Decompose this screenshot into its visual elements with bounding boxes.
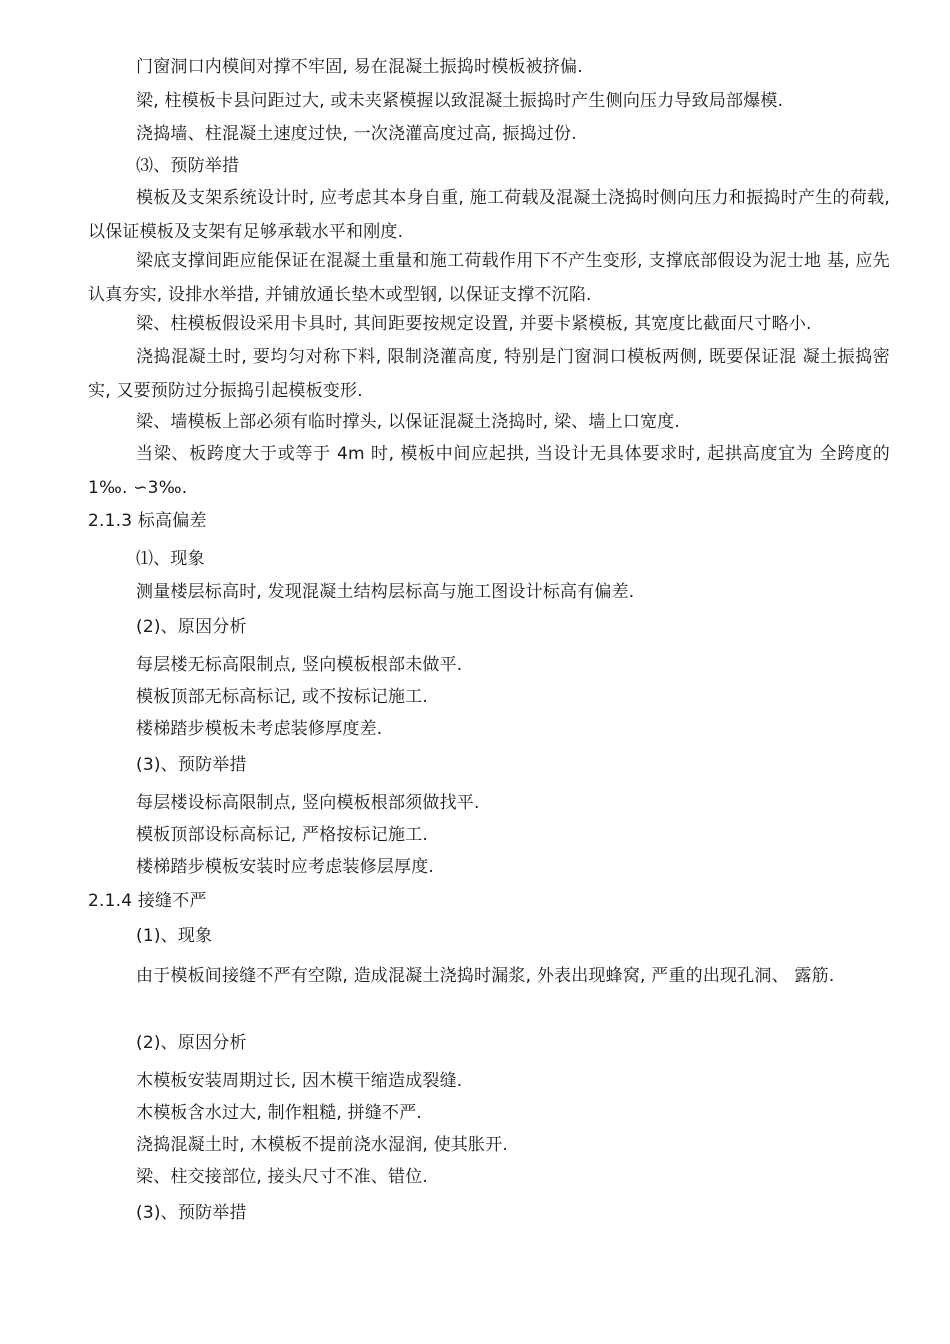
paragraph: 木模板安装周期过长, 因木模干缩造成裂缝. bbox=[136, 1071, 463, 1091]
paragraph: 模板顶部设标高标记, 严格按标记施工. bbox=[136, 825, 429, 845]
section-heading: 2.1.4 接缝不严 bbox=[88, 891, 207, 911]
subsection-heading: ⑴、现象 bbox=[136, 549, 205, 569]
paragraph: 楼梯踏步模板安装时应考虑装修层厚度. bbox=[136, 857, 435, 877]
subsection-heading: (2)、原因分析 bbox=[136, 617, 247, 637]
subsection-heading: (1)、现象 bbox=[136, 926, 213, 946]
subsection-heading: ⑶、预防举措 bbox=[136, 156, 240, 176]
paragraph: 模板顶部无标高标记, 或不按标记施工. bbox=[136, 687, 429, 707]
paragraph: 梁底支撑间距应能保证在混凝土重量和施工荷载作用下不产生变形, 支撑底部假设为泥士地 基, 应先认真夯实, 设排水举措, 并铺放通长垫木或型钢, 以保证支撑不沉陷. bbox=[88, 251, 890, 305]
section-heading: 2.1.3 标高偏差 bbox=[88, 511, 207, 531]
paragraph: 每层楼无标高限制点, 竖向模板根部未做平. bbox=[136, 655, 463, 675]
paragraph: 楼梯踏步模板未考虑装修厚度差. bbox=[136, 719, 383, 739]
paragraph: 测量楼层标高时, 发现混凝土结构层标高与施工图设计标高有偏差. bbox=[136, 582, 635, 602]
paragraph: 梁、墙模板上部必须有临时撑头, 以保证混凝土浇捣时, 梁、墙上口宽度. bbox=[136, 412, 681, 432]
paragraph: 木模板含水过大, 制作粗糙, 拼缝不严. bbox=[136, 1103, 423, 1123]
paragraph: 浇捣混凝土时, 木模板不提前浇水湿润, 使其胀开. bbox=[136, 1135, 509, 1155]
paragraph: 梁、柱交接部位, 接头尺寸不准、错位. bbox=[136, 1167, 429, 1187]
subsection-heading: (3)、预防举措 bbox=[136, 755, 247, 775]
paragraph: 浇捣墙、柱混凝土速度过快, 一次浇灌高度过高, 振捣过份. bbox=[136, 124, 577, 144]
paragraph: 由于模板间接缝不严有空隙, 造成混凝土浇捣时漏浆, 外表出现蜂窝, 严重的出现孔洞、 露筋. bbox=[136, 966, 835, 986]
paragraph: 梁、柱模板假设采用卡具时, 其间距要按规定设置, 并要卡紧模板, 其宽度比截面尺寸略小. bbox=[136, 314, 812, 334]
paragraph: 模板及支架系统设计时, 应考虑其本身自重, 施工荷载及混凝土浇捣时侧向压力和振捣时产生的荷载, 以保证模板及支架有足够承载水平和刚度. bbox=[88, 188, 890, 242]
paragraph: 浇捣混凝土时, 要均匀对称下料, 限制浇灌高度, 特别是门窗洞口模板两侧, 既要保证混 凝土振捣密实, 又要预防过分振捣引起模板变形. bbox=[88, 347, 890, 401]
subsection-heading: (2)、原因分析 bbox=[136, 1033, 247, 1053]
paragraph: 门窗洞口内模间对撑不牢固, 易在混凝土振捣时模板被挤偏. bbox=[136, 57, 583, 77]
subsection-heading: (3)、预防举措 bbox=[136, 1203, 247, 1223]
paragraph: 梁, 柱模板卡县问距过大, 或未夹紧模握以致混凝土振捣时产生侧向压力导致局部爆模. bbox=[136, 91, 784, 111]
paragraph: 每层楼设标高限制点, 竖向模板根部须做找平. bbox=[136, 793, 480, 813]
paragraph: 当梁、板跨度大于或等于 4m 时, 模板中间应起拱, 当设计无具体要求时, 起拱高度宜为 全跨度的 1‰. ∽3‰. bbox=[88, 444, 890, 498]
